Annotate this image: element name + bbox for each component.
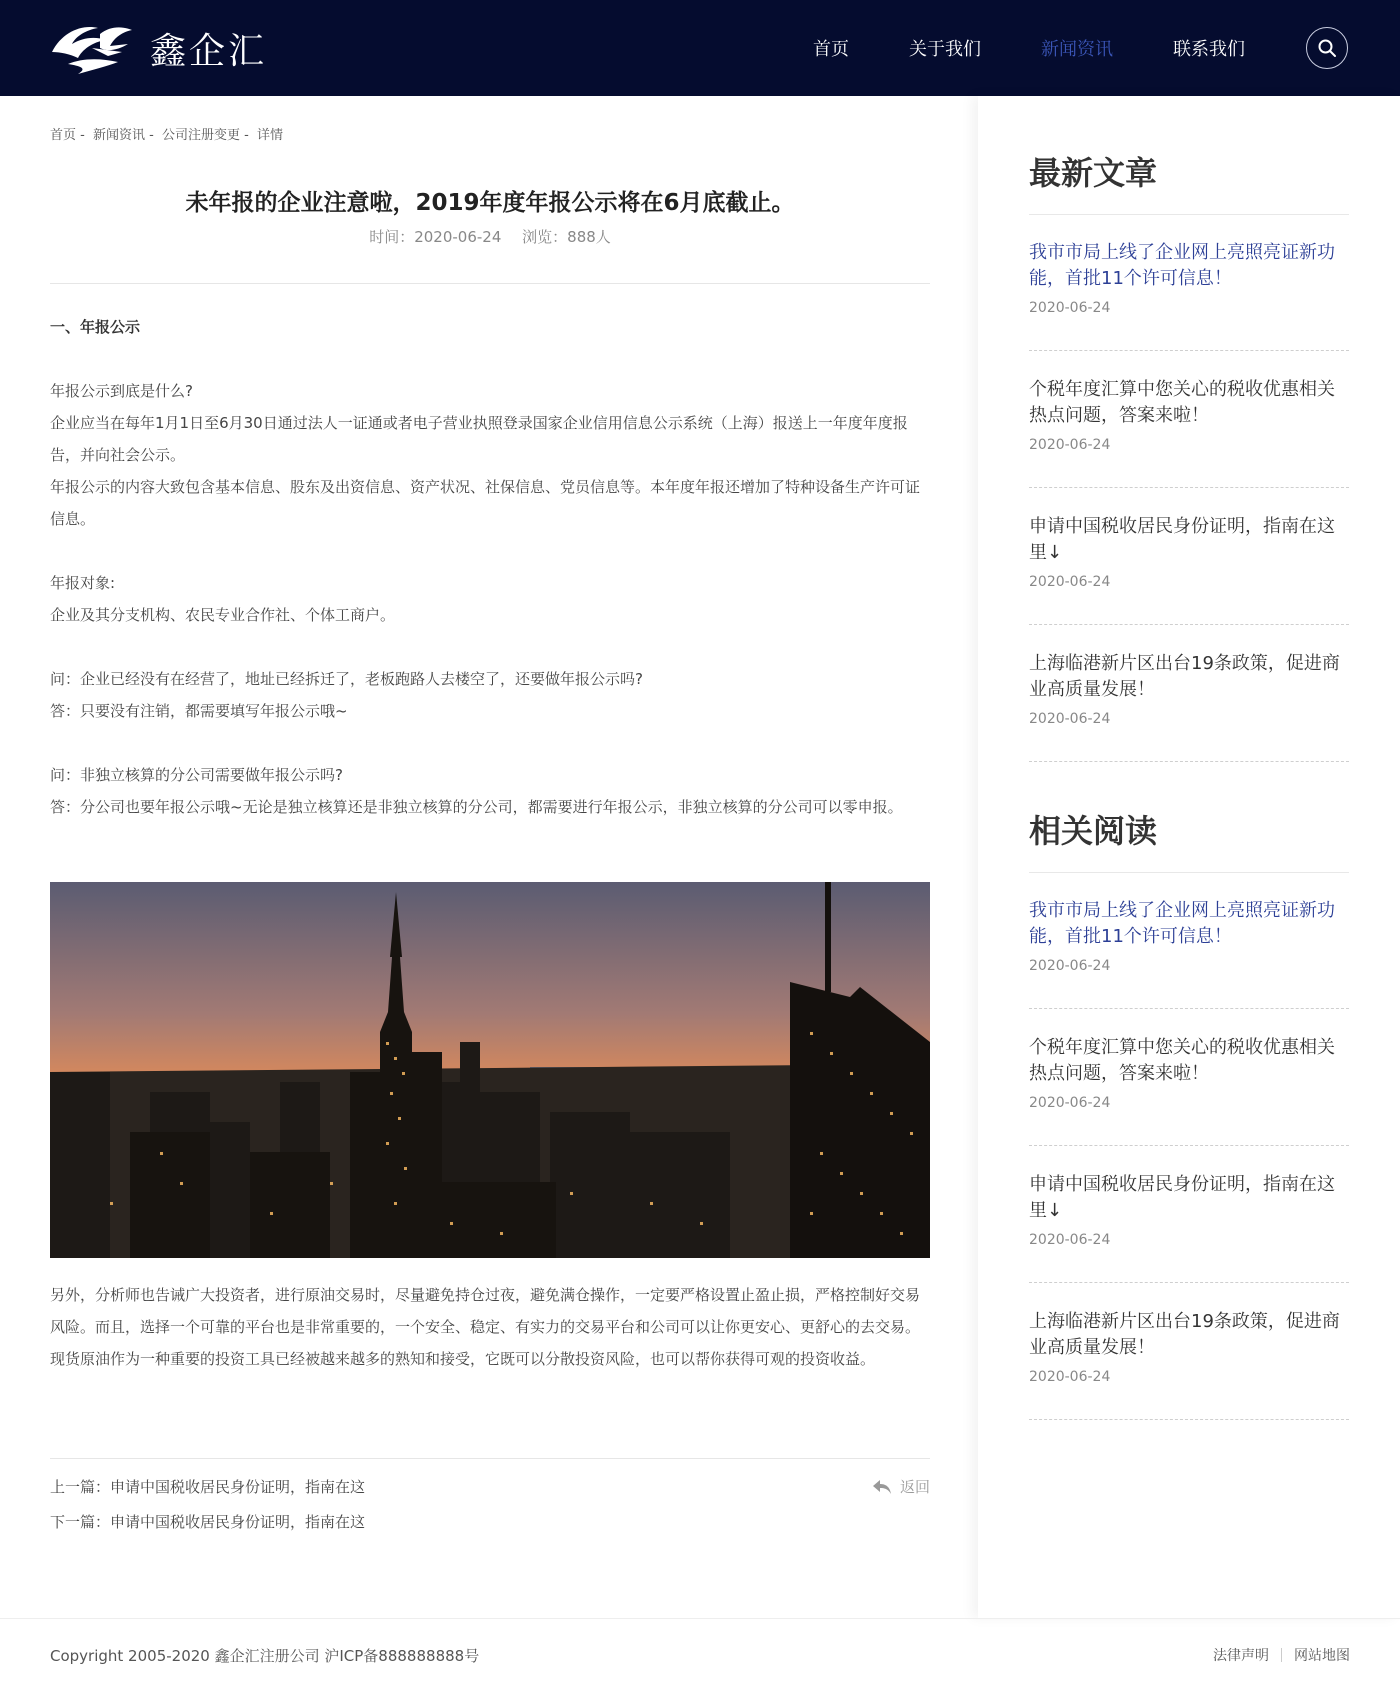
related-article-title[interactable]: 个税年度汇算中您关心的税收优惠相关热点问题，答案来啦！ [1029,1037,1335,1084]
bottom-divider [50,1458,930,1459]
breadcrumb-separator: - [80,128,85,143]
main-nav [753,0,1245,96]
breadcrumb-current: 详情 [257,128,284,143]
latest-article-item[interactable] [1029,514,1349,590]
footer-link-separator [1281,1648,1282,1662]
body-paragraph: 答：只要没有注销，都需要填写年报公示哦~ [50,702,348,720]
latest-article-item[interactable] [1029,377,1349,453]
body-paragraph: 年报公示的内容大致包含基本信息、股东及出资信息、资产状况、社保信息、党员信息等。本年度年报还增加了特种设备生产许可证信息。 [50,478,921,528]
related-reading-heading: 相关阅读 [1029,813,1158,849]
latest-heading-rule [1029,214,1349,215]
related-article-title[interactable]: 上海临港新片区出台19条政策，促进商业高质量发展！ [1029,1311,1340,1358]
article-title: 未年报的企业注意啦，2019年度年报公示将在6月底截止。 [185,190,795,216]
latest-article-date: 2020-06-24 [1029,711,1111,727]
article-meta [50,226,930,247]
latest-article-date: 2020-06-24 [1029,300,1111,316]
publish-time: 时间：2020-06-24 [369,228,502,246]
body-paragraph: 年报公示到底是什么? [50,382,193,400]
logo[interactable] [48,18,267,78]
logo-bird-icon [48,18,134,78]
nav-news[interactable]: 新闻资讯 [1041,39,1113,60]
body-paragraph: 问：企业已经没有在经营了，地址已经拆迁了，老板跑路人去楼空了，还要做年报公示吗? [50,670,643,688]
item-divider [1029,1008,1349,1009]
back-label: 返回 [899,1478,930,1496]
body-paragraph: 年报对象: [50,574,116,592]
related-article-date: 2020-06-24 [1029,1095,1111,1111]
related-article-item[interactable] [1029,1309,1349,1385]
item-divider [1029,487,1349,488]
latest-article-title[interactable]: 上海临港新片区出台19条政策，促进商业高质量发展！ [1029,653,1340,700]
latest-article-date: 2020-06-24 [1029,574,1111,590]
prev-article-link[interactable]: 上一篇：申请中国税收居民身份证明，指南在这 [50,1478,366,1496]
sitemap-link[interactable]: 网站地图 [1294,1648,1350,1664]
footer-divider [0,1618,1400,1619]
breadcrumb-separator: - [149,128,154,143]
back-link[interactable] [872,1476,930,1497]
logo-text: 鑫企汇 [150,30,268,72]
item-divider [1029,1282,1349,1283]
latest-article-title[interactable]: 个税年度汇算中您关心的税收优惠相关热点问题，答案来啦！ [1029,379,1335,426]
search-button[interactable] [1306,27,1348,69]
body-paragraph: 问：非独立核算的分公司需要做年报公示吗? [50,766,343,784]
latest-article-item[interactable] [1029,240,1349,316]
related-article-item[interactable] [1029,1035,1349,1111]
latest-article-date: 2020-06-24 [1029,437,1111,453]
body-paragraph: 企业应当在每年1月1日至6月30日通过法人一证通或者电子营业执照登录国家企业信用信息公示系统（上海）报送上一年度年度报告，并向社会公示。 [50,414,908,464]
item-divider [1029,350,1349,351]
related-article-title[interactable]: 申请中国税收居民身份证明，指南在这里↓ [1029,1174,1335,1221]
legal-notice-link[interactable]: 法律声明 [1213,1648,1269,1664]
breadcrumb [50,124,287,143]
breadcrumb-home[interactable]: 首页 [50,128,77,143]
related-article-date: 2020-06-24 [1029,1232,1111,1248]
nav-about[interactable]: 关于我们 [909,39,981,60]
title-divider [50,283,930,284]
body-paragraph: 企业及其分支机构、农民专业合作社、个体工商户。 [50,606,396,624]
item-divider [1029,1419,1349,1420]
section-heading: 一、年报公示 [50,318,141,336]
related-article-date: 2020-06-24 [1029,1369,1111,1385]
latest-article-title[interactable]: 我市市局上线了企业网上亮照亮证新功能，首批11个许可信息！ [1029,242,1335,289]
latest-article-title[interactable]: 申请中国税收居民身份证明，指南在这里↓ [1029,516,1335,563]
reply-arrow-icon [872,1479,892,1495]
breadcrumb-category[interactable]: 公司注册变更 [162,128,241,143]
article-body [50,311,930,823]
nav-home[interactable]: 首页 [813,39,849,60]
latest-articles-heading: 最新文章 [1029,155,1158,191]
item-divider [1029,624,1349,625]
related-article-item[interactable] [1029,898,1349,974]
footer-links [1213,1645,1350,1665]
site-header [0,0,1400,96]
body-paragraph: 答：分公司也要年报公示哦~无论是独立核算还是非独立核算的分公司，都需要进行年报公示，非独立核算的分公司可以零申报。 [50,798,903,816]
breadcrumb-separator: - [244,128,249,143]
breadcrumb-news[interactable]: 新闻资讯 [93,128,146,143]
next-article-link[interactable]: 下一篇：申请中国税收居民身份证明，指南在这 [50,1513,366,1531]
related-article-item[interactable] [1029,1172,1349,1248]
search-icon [1317,38,1337,58]
article-closing-paragraph: 另外，分析师也告诫广大投资者，进行原油交易时，尽量避免持仓过夜，避免满仓操作，一定要严格设置止盈止损，严格控制好交易风险。而且，选择一个可靠的平台也是非常重要的，一个安全、稳定、有实力的交易平台和公司可以让你更安心、更舒心的去交易。现货原油作为一种重要的投资工具已经被越来越多的熟知和接受，它既可以分散投资风险，也可以帮你获得可观的投资收益。 [50,1286,921,1368]
footer-copyright: Copyright 2005-2020 鑫企汇注册公司 沪ICP备888888888号 [50,1647,480,1665]
view-count: 浏览：888人 [522,228,611,246]
item-divider [1029,761,1349,762]
nav-contact[interactable]: 联系我们 [1173,39,1245,60]
article-image [50,882,930,1258]
related-article-date: 2020-06-24 [1029,958,1111,974]
related-article-title[interactable]: 我市市局上线了企业网上亮照亮证新功能，首批11个许可信息！ [1029,900,1335,947]
sidebar-panel [978,96,1400,1618]
related-heading-rule [1029,872,1349,873]
latest-article-item[interactable] [1029,651,1349,727]
item-divider [1029,1145,1349,1146]
